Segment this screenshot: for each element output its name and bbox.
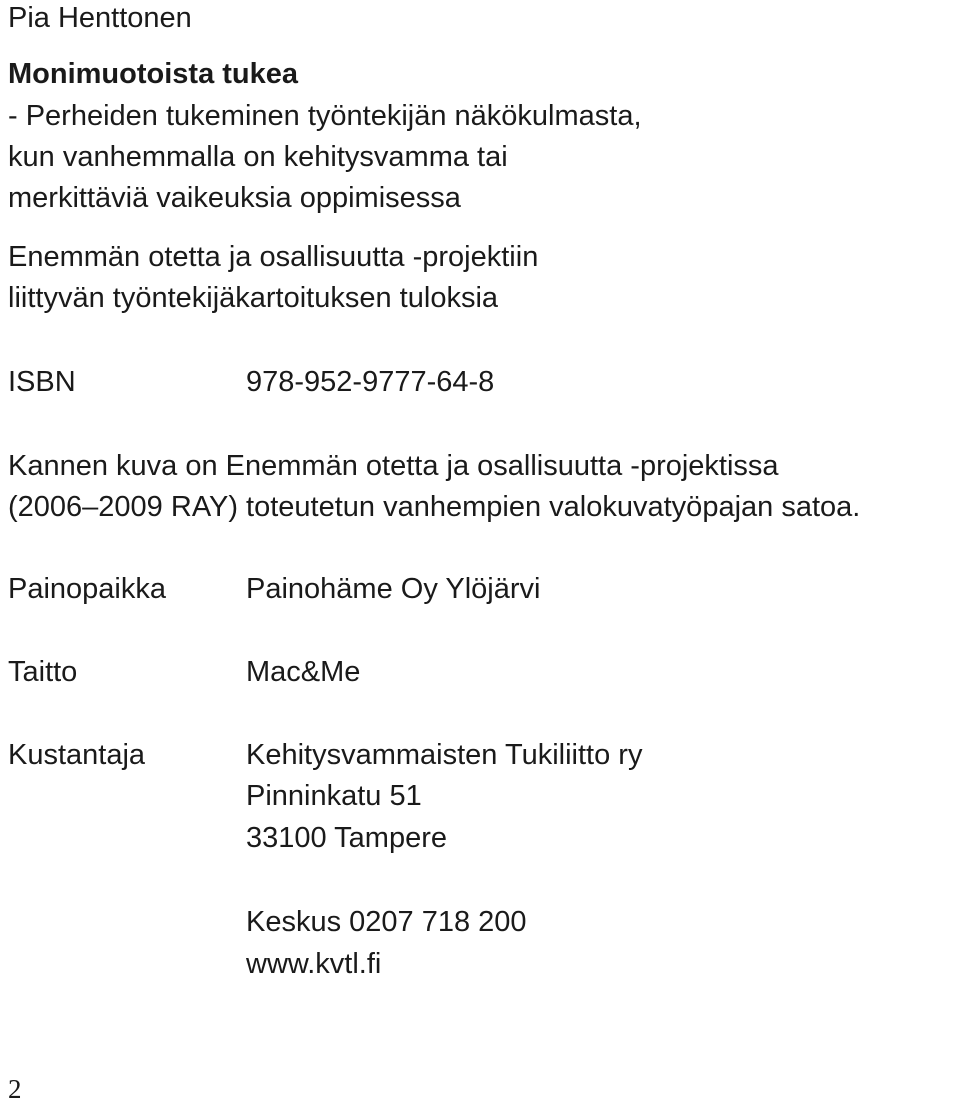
publisher-phone: Keskus 0207 718 200 (246, 906, 527, 938)
subtitle-line-2: kun vanhemmalla on kehitysvamma tai (8, 141, 508, 173)
isbn-value: 978-952-9777-64-8 (246, 366, 495, 398)
printing-value: Painohäme Oy Ylöjärvi (246, 573, 541, 605)
publisher-website-link[interactable]: www.kvtl.fi (246, 948, 382, 980)
printing-label: Painopaikka (8, 573, 166, 605)
subtitle-line-3: merkittäviä vaikeuksia oppimisessa (8, 182, 461, 214)
subtitle-line-1: - Perheiden tukeminen työntekijän näkökulmasta, (8, 100, 642, 132)
book-title: Monimuotoista tukea (8, 58, 299, 90)
project-note-line-1: Enemmän otetta ja osallisuutta -projektiin (8, 241, 539, 273)
cover-note-line-1: Kannen kuva on Enemmän otetta ja osallisuutta -projektissa (8, 450, 779, 482)
author-name: Pia Henttonen (8, 2, 192, 34)
publisher-label: Kustantaja (8, 739, 146, 771)
publisher-street: Pinninkatu 51 (246, 780, 422, 812)
layout-label: Taitto (8, 656, 78, 688)
isbn-label: ISBN (8, 366, 76, 398)
project-note-line-2: liittyvän työntekijäkartoituksen tuloksia (8, 282, 499, 314)
publisher-city: 33100 Tampere (246, 822, 448, 854)
publisher-name: Kehitysvammaisten Tukiliitto ry (246, 739, 643, 771)
layout-value: Mac&Me (246, 656, 361, 688)
cover-note-line-2: (2006–2009 RAY) toteutetun vanhempien valokuvatyöpajan satoa. (8, 491, 861, 523)
page-number: 2 (8, 1074, 22, 1104)
